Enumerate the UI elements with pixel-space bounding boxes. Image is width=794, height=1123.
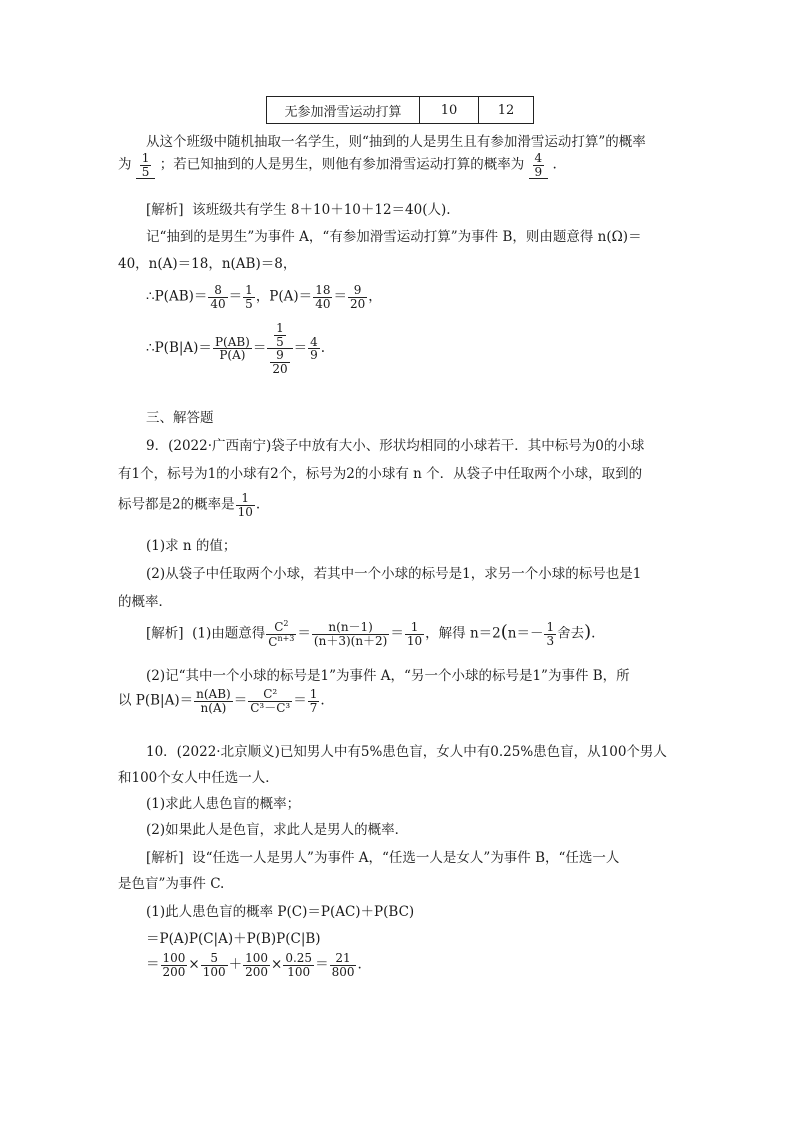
fraction <box>243 284 255 310</box>
fraction <box>248 688 292 714</box>
text: ∴P(AB)＝ <box>146 288 208 305</box>
text: . <box>591 625 596 642</box>
solution-tag: [解析] <box>146 202 184 218</box>
compound-fraction <box>267 322 292 375</box>
denominator: 100 <box>287 964 311 979</box>
table-cell-value: 10 <box>420 97 479 124</box>
fraction <box>348 284 367 310</box>
q9-solution2-line1: (2)记“其中一个小球的标号是1”为事件 A，“另一个小球的标号是1”为事件 B，所 <box>146 668 630 684</box>
denominator: 20 <box>272 361 288 376</box>
q9-line3 <box>118 492 260 518</box>
equals: ＝ <box>252 340 267 357</box>
denominator: 5 <box>141 164 150 179</box>
fraction <box>283 952 314 978</box>
p8-formula2 <box>146 322 325 375</box>
denominator: 10 <box>237 504 253 519</box>
text: ， <box>368 288 382 305</box>
fraction <box>274 322 286 348</box>
text: (1)由题意得 <box>192 625 266 642</box>
text: . <box>357 956 362 973</box>
fraction <box>194 688 233 714</box>
numerator: 1 <box>405 621 424 635</box>
fraction <box>266 620 296 648</box>
q10-solution-line1 <box>146 846 619 866</box>
numerator: 9 <box>270 349 289 363</box>
denominator: 800 <box>331 964 355 979</box>
q10-line2: 和100个女人中任选一人． <box>118 770 279 786</box>
p8-line2 <box>118 152 557 179</box>
numerator: 18 <box>315 283 331 297</box>
denominator: 20 <box>349 296 366 311</box>
denominator: (n＋3)(n＋2) <box>313 633 388 648</box>
numerator: 21 <box>330 952 357 966</box>
numerator: C² <box>248 688 292 702</box>
denominator: 40 <box>210 296 226 311</box>
numerator: 1 <box>141 151 150 165</box>
equals: ＝ <box>146 956 160 973</box>
text: 为 <box>118 156 132 173</box>
numerator: 100 <box>162 951 186 965</box>
numerator: 4 <box>310 334 318 349</box>
table-row <box>267 97 534 124</box>
fraction <box>270 349 289 375</box>
text: C <box>274 620 284 634</box>
denominator: 7 <box>309 700 318 715</box>
denominator: 100 <box>202 964 226 979</box>
text: 标号都是2的概率是 <box>118 496 235 513</box>
p8-solution-line2: 记“抽到的是男生”为事件 A，“有参加滑雪运动打算”为事件 B，则由题意得 n(Ω)＝ <box>146 229 642 245</box>
q10-line1: 10．(2022·北京顺义)已知男人中有5%患色盲，女人中有0.25%患色盲，从100个男人 <box>146 744 667 760</box>
q9-line2: 有1个，标号为1的小球有2个，标号为2的小球有 n 个．从袋子中任取两个小球，取到的 <box>118 466 643 482</box>
text: 舍去 <box>557 625 585 642</box>
q10-solution-formula <box>146 952 362 978</box>
denominator <box>267 349 292 375</box>
numerator: 1 <box>245 283 253 297</box>
fraction <box>140 152 152 178</box>
numerator: 8 <box>208 284 227 298</box>
table-cell-value: 12 <box>479 97 534 124</box>
fraction <box>405 621 424 647</box>
section-heading: 三、解答题 <box>146 410 214 426</box>
denominator: n(A) <box>200 700 227 715</box>
equals: ＝ <box>233 692 248 709</box>
solution-tag: [解析] <box>146 850 184 866</box>
numerator: 4 <box>534 151 543 165</box>
fraction <box>313 284 332 310</box>
plus: ＋ <box>228 956 243 973</box>
text: ，解得 n＝2 <box>425 625 501 642</box>
q9-sub2-line1: (2)从袋子中任取两个小球，若其中一个小球的标号是1，求另一个小球的标号也是1 <box>146 566 642 582</box>
p8-solution-line1 <box>146 198 451 218</box>
equals: ＝ <box>333 288 347 305</box>
text: ，P(A)＝ <box>255 288 313 305</box>
fraction <box>208 284 227 310</box>
q10-solution-line4: ＝P(A)P(C|A)＋P(B)P(C|B) <box>146 931 321 947</box>
answer-blank <box>136 152 156 179</box>
equals: ＝ <box>297 625 311 642</box>
denominator: 5 <box>245 296 253 311</box>
denominator: 40 <box>315 296 331 311</box>
text: 该班级共有学生 8＋10＋10＋12＝40(人). <box>192 202 451 218</box>
equals: ＝ <box>315 956 329 973</box>
table-cell-label: 无参加滑雪运动打算 <box>267 97 420 124</box>
denominator: 200 <box>245 964 269 979</box>
fraction <box>544 621 556 647</box>
denominator: C³－C³ <box>250 700 291 715</box>
q10-sub1: (1)求此人患色盲的概率； <box>146 796 301 812</box>
q10-solution-line2: 是色盲”为事件 C. <box>118 876 225 892</box>
q9-line1: 9．(2022·广西南宁)袋子中放有大小、形状均相同的小球若干．其中标号为0的小球 <box>146 438 645 454</box>
equals: ＝ <box>293 340 308 357</box>
q10-sub2: (2)如果此人是色盲，求此人是男人的概率． <box>146 822 409 838</box>
numerator: P(AB) <box>214 334 250 349</box>
times: × <box>188 956 200 973</box>
right-paren: ) <box>584 621 592 643</box>
numerator: 5 <box>201 952 228 966</box>
data-table <box>266 96 534 124</box>
numerator <box>267 322 292 349</box>
fraction <box>161 952 188 978</box>
answer-blank <box>529 152 549 179</box>
q9-sub2-line2: 的概率． <box>118 594 172 610</box>
fraction <box>243 952 270 978</box>
denominator: 200 <box>162 964 186 979</box>
text: . <box>255 496 261 513</box>
numerator: n(n－1) <box>312 621 389 635</box>
denominator: 9 <box>534 164 543 179</box>
fraction <box>308 688 320 714</box>
numerator: 0.25 <box>285 951 313 965</box>
text: . <box>320 692 325 709</box>
numerator: 1 <box>546 620 555 634</box>
solution-tag: [解析] <box>146 625 184 642</box>
numerator: 9 <box>348 284 367 298</box>
denominator: 9 <box>310 348 318 363</box>
q9-solution2-line2 <box>118 688 325 714</box>
fraction <box>201 952 228 978</box>
text: 以 P(B|A)＝ <box>118 692 194 709</box>
text: C <box>268 634 278 649</box>
text: . <box>320 340 326 357</box>
numerator: 1 <box>276 321 284 335</box>
fraction <box>213 336 252 362</box>
denominator: $C^{n+3}$ <box>268 633 295 649</box>
text: 设“任选一人是男人”为事件 A，“任选一人是女人”为事件 B，“任选一人 <box>192 850 620 866</box>
denominator: 3 <box>546 633 555 648</box>
equals: ＝ <box>293 692 307 709</box>
q10-solution-line3: (1)此人患色盲的概率 P(C)＝P(AC)＋P(BC) <box>146 904 415 920</box>
numerator: 1 <box>309 687 318 701</box>
text: . <box>552 156 557 173</box>
numerator: $C^2$ <box>266 620 296 635</box>
equals: ＝ <box>228 288 243 305</box>
text: n＝－ <box>507 625 544 642</box>
times: × <box>271 956 283 973</box>
fraction <box>236 492 255 518</box>
fraction <box>308 336 320 362</box>
p8-solution-line3: 40，n(A)＝18，n(AB)＝8， <box>118 256 297 272</box>
q9-solution1 <box>146 620 595 648</box>
denominator: 10 <box>406 633 423 648</box>
q9-sub1: (1)求 n 的值； <box>146 538 237 554</box>
numerator: n(AB) <box>196 687 231 701</box>
text: ；若已知抽到的人是男生，则他有参加滑雪运动打算的概率为 <box>159 156 525 173</box>
denominator: P(A) <box>219 348 246 363</box>
text: ∴P(B|A)＝ <box>146 340 212 357</box>
left-paren: ( <box>500 621 508 643</box>
p8-formula1 <box>146 284 382 310</box>
numerator: 100 <box>245 951 269 965</box>
numerator: 1 <box>236 492 255 506</box>
p8-line1: 从这个班级中随机抽取一名学生，则“抽到的人是男生且有参加滑雪运动打算”的概率 <box>146 134 646 150</box>
denominator: 5 <box>276 334 284 349</box>
fraction <box>330 952 357 978</box>
equals: ＝ <box>390 625 404 642</box>
fraction <box>533 152 545 178</box>
fraction <box>312 621 389 647</box>
